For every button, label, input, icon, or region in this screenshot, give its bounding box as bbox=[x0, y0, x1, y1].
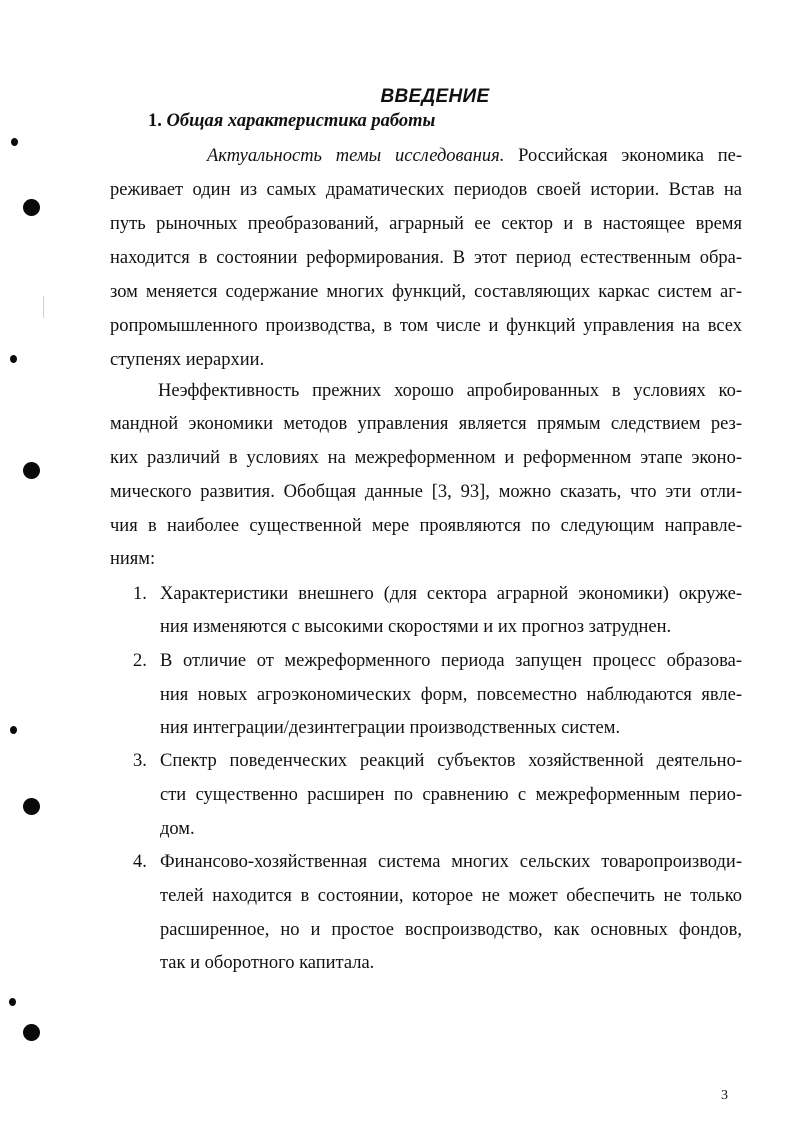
paragraph-line: ких различий в условиях на межреформенном и реформенном этапе эконо- bbox=[110, 448, 742, 468]
binder-mark bbox=[9, 998, 16, 1006]
paragraph-line: находится в состоянии реформирования. В этот период естественным обра- bbox=[110, 248, 742, 268]
list-item-line: расширенное, но и простое воспроизводство, как основных фондов, bbox=[160, 920, 742, 940]
binder-mark bbox=[10, 726, 17, 734]
binder-hole bbox=[23, 798, 40, 815]
list-item-line: Спектр поведенческих реакций субъектов хозяйственной деятельно- bbox=[160, 751, 742, 771]
paragraph-line: реживает один из самых драматических периодов своей истории. Встав на bbox=[110, 180, 742, 200]
paragraph-line: ступенях иерархии. bbox=[110, 350, 265, 370]
section-number: 1. bbox=[148, 111, 162, 131]
list-item-line: так и оборотного капитала. bbox=[160, 953, 375, 973]
paragraph-line: зом меняется содержание многих функций, составляющих каркас систем аг- bbox=[110, 282, 742, 302]
list-item-line: В отличие от межреформенного периода запущен процесс образова- bbox=[160, 651, 742, 671]
list-item-line: телей находится в состоянии, которое не может обеспечить не только bbox=[160, 886, 742, 906]
binder-hole bbox=[23, 462, 40, 479]
page-heading: ВВЕДЕНИЕ bbox=[380, 86, 490, 107]
section-title bbox=[148, 111, 435, 132]
binder-hole bbox=[23, 1024, 40, 1041]
list-item-number: 4. bbox=[133, 852, 147, 872]
section-title-text: Общая характеристика работы bbox=[166, 111, 436, 131]
list-item-line: дом. bbox=[160, 819, 195, 839]
line-text: Российская экономика пе- bbox=[518, 146, 742, 166]
list-item-line: Финансово-хозяйственная система многих сельских товаропроизводи- bbox=[160, 852, 742, 872]
scan-hairline bbox=[43, 296, 44, 318]
list-item-line: Характеристики внешнего (для сектора аграрной экономики) окруже- bbox=[160, 584, 742, 604]
binder-mark bbox=[10, 355, 17, 363]
paragraph-line: мического развития. Обобщая данные [3, 93], можно сказать, что эти отли- bbox=[110, 482, 742, 502]
list-item-line: ния интеграции/дезинтеграции производственных систем. bbox=[160, 718, 621, 738]
paragraph-line: путь рыночных преобразований, аграрный ее сектор и в настоящее время bbox=[110, 214, 742, 234]
paragraph-line: ропромышленного производства, в том числе и функций управления на всех bbox=[110, 316, 742, 336]
paragraph-line: мандной экономики методов управления является прямым следствием рез- bbox=[110, 414, 742, 434]
paragraph-line: ниям: bbox=[110, 549, 156, 569]
list-item-number: 3. bbox=[133, 751, 147, 771]
paragraph-line: чия в наиболее существенной мере проявляются по следующим направле- bbox=[110, 516, 742, 536]
lead-in-text: Актуальность темы исследования. bbox=[207, 146, 505, 166]
binder-mark bbox=[11, 138, 18, 146]
list-item-line: ния изменяются с высокими скоростями и их прогноз затруднен. bbox=[160, 617, 672, 637]
list-item-line: ния новых агроэкономических форм, повсеместно наблюдаются явле- bbox=[160, 685, 742, 705]
page-number: 3 bbox=[721, 1088, 728, 1103]
binder-hole bbox=[23, 199, 40, 216]
paragraph-line bbox=[207, 145, 742, 167]
list-item-number: 2. bbox=[133, 651, 147, 671]
list-item-line: сти существенно расширен по сравнению с межреформенным перио- bbox=[160, 785, 742, 805]
paragraph-line: Неэффективность прежних хорошо апробированных в условиях ко- bbox=[158, 381, 742, 401]
list-item-number: 1. bbox=[133, 584, 147, 604]
